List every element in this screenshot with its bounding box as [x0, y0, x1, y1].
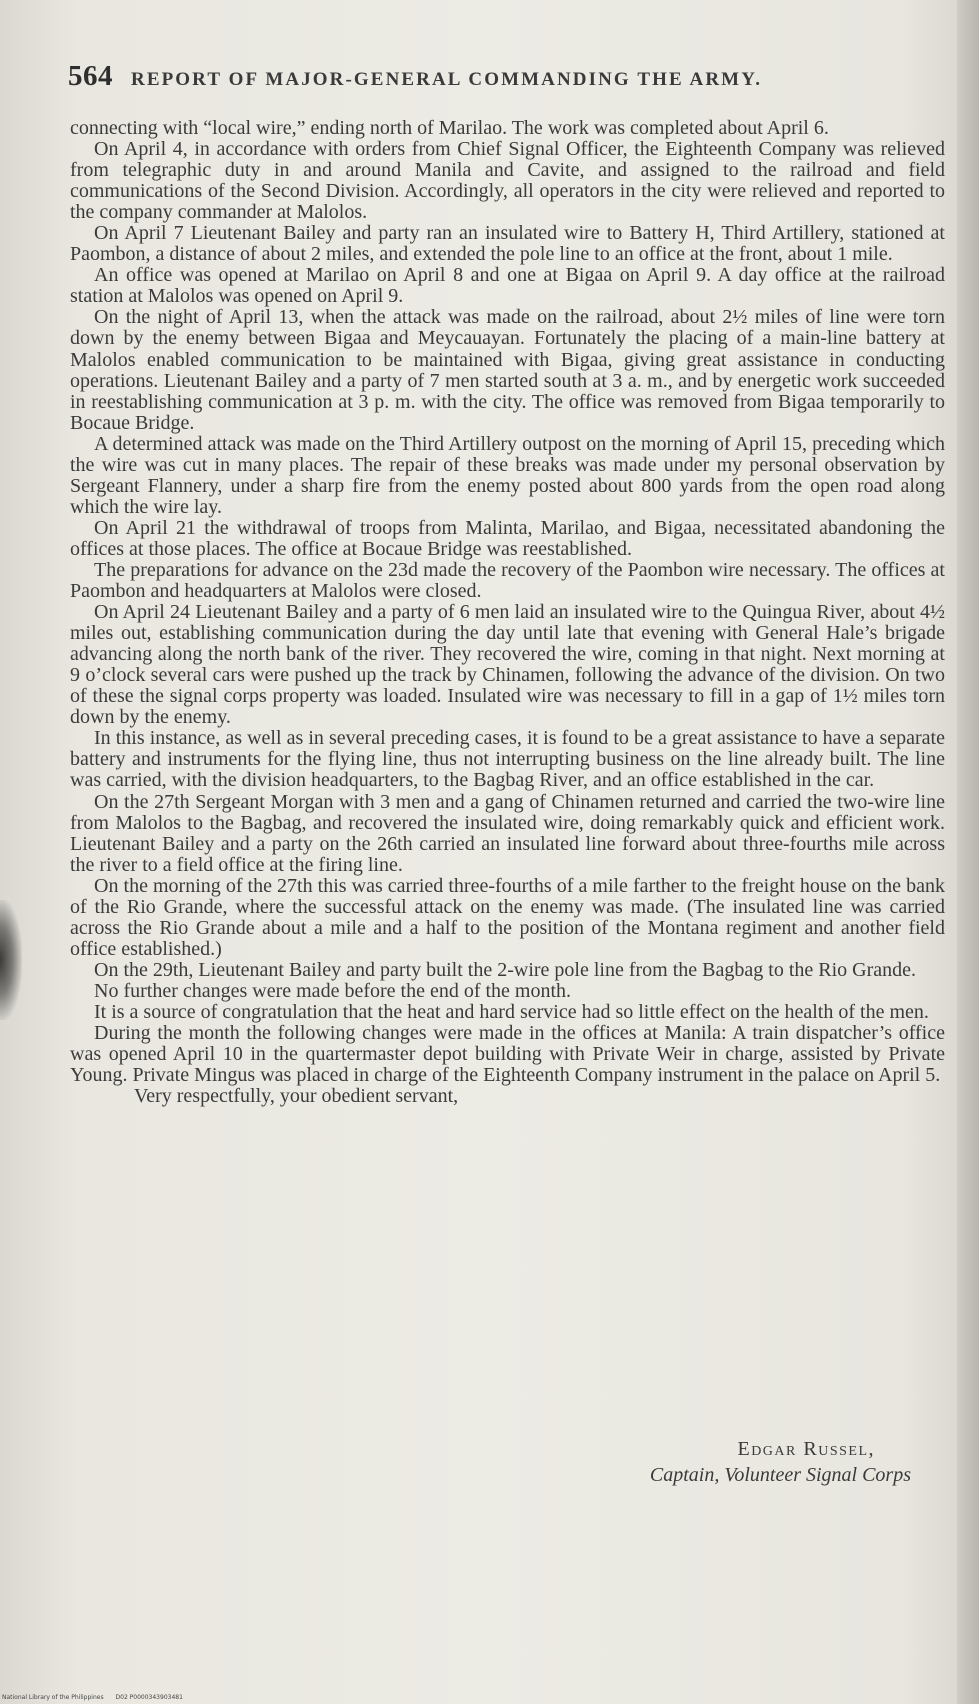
signatory-title: Captain, Volunteer Signal Corps — [649, 1464, 911, 1486]
paragraph: On April 21 the withdrawal of troops from Malinta, Marilao, and Bigaa, necessitated abandoning the offices at those places. The office at Bocaue Bridge was reestablished. — [70, 516, 945, 560]
page-number: 564 — [68, 60, 113, 92]
page-header — [68, 60, 888, 93]
thumb-shadow — [0, 900, 22, 1020]
scan-code: D02 P0000343903481 — [115, 1694, 183, 1701]
paragraph: An office was opened at Marilao on April 8 and one at Bigaa on April 9. A day office at the railroad station at Malolos was opened on April 9. — [70, 264, 945, 308]
paragraph: On the morning of the 27th this was carried three-fourths of a mile farther to the freight house on the bank of the Rio Grande, where the successful attack on the enemy was made. (The insulated line was carried across the Rio Grande about a mile and a half to the position of the Montana regiment and another field office established.) — [70, 874, 945, 960]
paragraph: It is a source of congratulation that the heat and hard service had so little effect on the health of the men. — [94, 1000, 929, 1023]
signatory-name: Edgar Russel, — [737, 1438, 875, 1460]
paragraph: On the night of April 13, when the attack was made on the railroad, about 2½ miles of line were torn down by the enemy between Bigaa and Meycauayan. Fortunately the placing of a main-line battery at Malolos enabled communication to be maintained with Bigaa, giving great assistance in conducting operations. Lieutenant Bailey and a party of 7 men started south at 3 a. m., and by energetic work succeeded in reestablishing communication at 3 p. m. with the city. The office was removed from Bigaa temporarily to Bocaue Bridge. — [70, 306, 945, 434]
page-right-edge — [957, 0, 979, 1704]
signature-block — [511, 1436, 911, 1488]
paragraph: During the month the following changes were made in the offices at Manila: A train dispatcher’s office was opened April 10 in the quartermaster depot building with Private Weir in charge, assisted by Private Young. Private Mingus was placed in charge of the Eighteenth Company instrument in the palace on April 5. — [70, 1022, 945, 1087]
paragraph: No further changes were made before the end of the month. — [94, 979, 572, 1002]
closing-salutation: Very respectfully, your obedient servant, — [134, 1085, 459, 1108]
paragraph: connecting with “local wire,” ending north of Marilao. The work was completed about April 6. — [70, 117, 829, 139]
scan-footer — [2, 1694, 193, 1701]
report-body — [70, 118, 945, 1107]
paragraph: The preparations for advance on the 23d made the recovery of the Paombon wire necessary. The offices at Paombon and headquarters at Malolos were closed. — [70, 558, 945, 603]
paragraph: On the 27th Sergeant Morgan with 3 men and a gang of Chinamen returned and carried the two-wire line from Malolos to the Bagbag, and recovered the insulated wire, doing remarkably quick and efficient work. Lieutenant Bailey and a party on the 26th carried an insulated line forward about three-fourths mile across the river to a field office at the firing line. — [70, 790, 945, 876]
paragraph: On April 7 Lieutenant Bailey and party ran an insulated wire to Battery H, Third Artillery, stationed at Paombon, a distance of about 2 miles, and extended the pole line to an office at the front, about 1 mile. — [70, 222, 945, 266]
paragraph: In this instance, as well as in several preceding cases, it is found to be a great assistance to have a separate battery and instruments for the flying line, thus not interrupting business on the line already built. The line was carried, with the division headquarters, to the Bagbag River, and an office established in the car. — [70, 727, 945, 792]
running-title: REPORT OF MAJOR-GENERAL COMMANDING THE ARMY. — [131, 69, 763, 90]
paragraph: A determined attack was made on the Third Artillery outpost on the morning of April 15, preceding which the wire was cut in many places. The repair of these breaks was made under my personal observation by Sergeant Flannery, under a sharp fire from the enemy posted about 800 yards from the open road along which the wire lay. — [70, 432, 945, 518]
paragraph: On April 4, in accordance with orders from Chief Signal Officer, the Eighteenth Company was relieved from telegraphic duty in and around Manila and Cavite, and assigned to the railroad and field communications of the Second Division. Accordingly, all operators in the city were relieved and reported to the company commander at Malolos. — [70, 138, 945, 224]
paragraph: On April 24 Lieutenant Bailey and a party of 6 men laid an insulated wire to the Quingua River, about 4½ miles out, establishing communication during the day until late that evening with General Hale’s brigade advancing along the north bank of the river. They recovered the wire, coming in that night. Next morning at 9 o’clock several cars were pushed up the track by Chinamen, following the advance of the division. On two of these the signal corps property was loaded. Insulated wire was necessary to fill in a gap of 1½ miles torn down by the enemy. — [70, 601, 945, 729]
paragraph: On the 29th, Lieutenant Bailey and party built the 2-wire pole line from the Bagbag to the Rio Grande. — [94, 958, 917, 981]
library-credit: National Library of the Philippines — [2, 1694, 104, 1701]
